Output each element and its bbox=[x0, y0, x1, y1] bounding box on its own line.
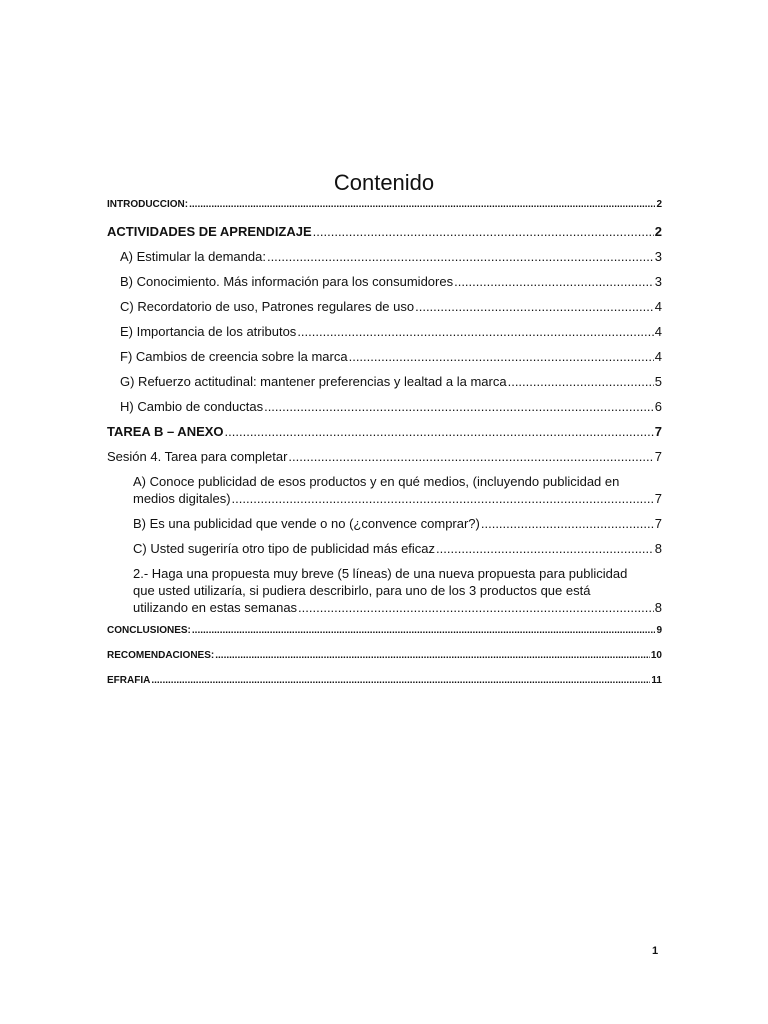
toc-page-number: 9 bbox=[656, 625, 662, 636]
toc-entry-b[interactable] bbox=[120, 274, 662, 291]
toc-entry-actividades[interactable] bbox=[107, 224, 662, 241]
dot-leader bbox=[297, 324, 653, 339]
toc-page-number: 7 bbox=[654, 516, 662, 531]
dot-leader bbox=[288, 449, 653, 464]
dot-leader bbox=[298, 600, 654, 615]
toc-page-number: 3 bbox=[654, 274, 662, 289]
toc-entry-text: B) Conocimiento. Más información para los consumidores bbox=[120, 274, 454, 289]
toc-entry-text: E) Importancia de los atributos bbox=[120, 324, 297, 339]
dot-leader bbox=[215, 650, 650, 661]
toc-page-number: 7 bbox=[654, 424, 662, 439]
dot-leader bbox=[415, 299, 654, 314]
toc-page-number: 4 bbox=[654, 299, 662, 314]
toc-entry-text: 2.- Haga una propuesta muy breve (5 líneas) de una nueva propuesta para publicidad bbox=[133, 566, 628, 581]
toc-entry-f[interactable] bbox=[120, 349, 662, 366]
toc-entry-text: A) Estimular la demanda: bbox=[120, 249, 266, 264]
dot-leader bbox=[267, 249, 654, 264]
dot-leader bbox=[232, 491, 654, 506]
toc-entry-text: INTRODUCCION: bbox=[107, 199, 189, 210]
page-title: Contenido bbox=[333, 170, 435, 195]
dot-leader bbox=[313, 224, 654, 239]
toc-entry-introduccion[interactable] bbox=[107, 199, 662, 216]
toc-page-number: 10 bbox=[650, 650, 662, 661]
toc-entry-a[interactable] bbox=[120, 249, 662, 266]
toc-entry-sesion-4[interactable] bbox=[107, 449, 662, 466]
toc-entry-text: C) Usted sugeriría otro tipo de publicidad más eficaz bbox=[133, 541, 436, 556]
toc-entry-text: C) Recordatorio de uso, Patrones regulares de uso bbox=[120, 299, 415, 314]
toc-page-number: 11 bbox=[651, 675, 662, 686]
toc-entry-text-continued: que usted utilizaría, si pudiera describirlo, para uno de los 3 productos que está bbox=[133, 583, 591, 598]
toc-entry-efrafia[interactable] bbox=[107, 675, 662, 692]
dot-leader bbox=[151, 675, 650, 686]
toc-entry-text: G) Refuerzo actitudinal: mantener preferencias y lealtad a la marca bbox=[120, 374, 507, 389]
toc-page-number: 7 bbox=[654, 491, 662, 506]
toc-entry-vende-o-no[interactable] bbox=[133, 516, 662, 533]
toc-entry-e[interactable] bbox=[120, 324, 662, 341]
toc-entry-text: TAREA B – ANEXO bbox=[107, 424, 224, 439]
toc-entry-text: ACTIVIDADES DE APRENDIZAJE bbox=[107, 224, 312, 239]
toc-entry-text: EFRAFIA bbox=[107, 675, 151, 686]
toc-entry-text-continued: medios digitales) bbox=[133, 491, 231, 506]
toc-entry-recomendaciones[interactable] bbox=[107, 650, 662, 667]
toc-entry-text: B) Es una publicidad que vende o no (¿convence comprar?) bbox=[133, 516, 480, 531]
dot-leader bbox=[225, 424, 654, 439]
toc-page-number: 8 bbox=[654, 541, 662, 556]
toc-entry-propuesta[interactable] bbox=[133, 566, 662, 617]
dot-leader bbox=[481, 516, 654, 531]
toc-page-number: 3 bbox=[654, 249, 662, 264]
toc-entry-text: H) Cambio de conductas bbox=[120, 399, 264, 414]
dot-leader bbox=[508, 374, 654, 389]
toc-page-number: 8 bbox=[654, 600, 662, 615]
toc-entry-h[interactable] bbox=[120, 399, 662, 416]
toc-entry-text: F) Cambios de creencia sobre la marca bbox=[120, 349, 348, 364]
toc-entry-c[interactable] bbox=[120, 299, 662, 316]
dot-leader bbox=[349, 349, 654, 364]
toc-entry-g[interactable] bbox=[120, 374, 662, 391]
toc-entry-text: Sesión 4. Tarea para completar bbox=[107, 449, 288, 464]
toc-page-number: 6 bbox=[654, 399, 662, 414]
toc-entry-text: A) Conoce publicidad de esos productos y en qué medios, (incluyendo publicidad en bbox=[133, 474, 620, 489]
toc-page-number: 7 bbox=[654, 449, 662, 464]
toc-entry-conclusiones[interactable] bbox=[107, 625, 662, 642]
toc-entry-text-continued: utilizando en estas semanas bbox=[133, 600, 298, 615]
table-of-contents bbox=[107, 199, 662, 700]
toc-entry-text: RECOMENDACIONES: bbox=[107, 650, 215, 661]
dot-leader bbox=[436, 541, 654, 556]
toc-entry-tarea-b[interactable] bbox=[107, 424, 662, 441]
toc-entry-conoce-publicidad[interactable] bbox=[133, 474, 662, 508]
dot-leader bbox=[264, 399, 654, 414]
toc-page-number: 2 bbox=[656, 199, 662, 210]
toc-page-number: 5 bbox=[654, 374, 662, 389]
dot-leader bbox=[189, 199, 655, 210]
toc-entry-text: CONCLUSIONES: bbox=[107, 625, 191, 636]
toc-page-number: 2 bbox=[654, 224, 662, 239]
toc-page-number: 4 bbox=[654, 324, 662, 339]
toc-entry-otro-tipo[interactable] bbox=[133, 541, 662, 558]
toc-page-number: 4 bbox=[654, 349, 662, 364]
dot-leader bbox=[192, 625, 656, 636]
page-number: 1 bbox=[652, 945, 659, 957]
dot-leader bbox=[454, 274, 654, 289]
